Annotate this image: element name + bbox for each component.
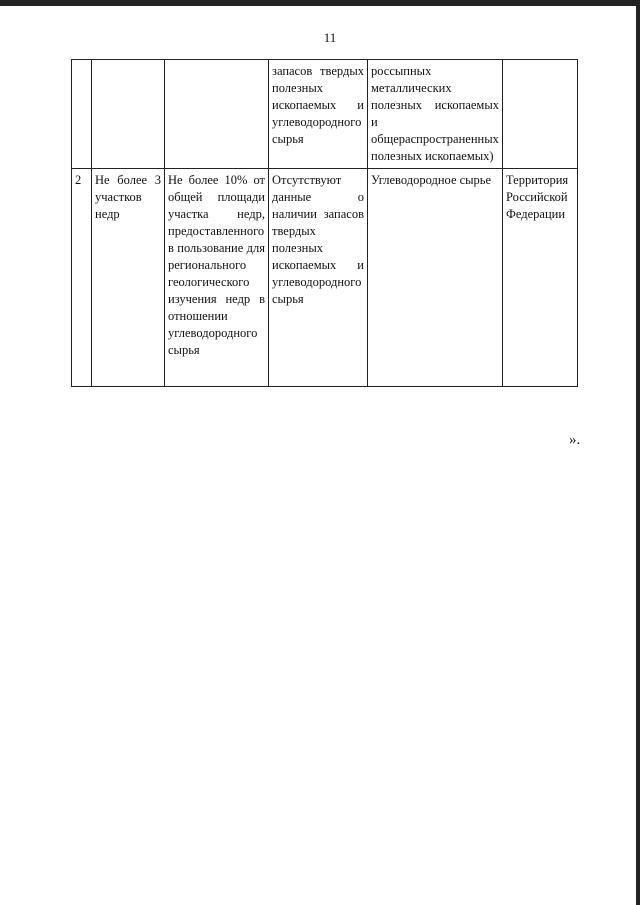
table-cell-territory [503,60,578,169]
table-cell-quantity [92,60,165,169]
table-cell-area: Не более 10% от общей площади участка недр, предоставленного в пользование для регионального геологического изучения недр в отношении углеводородного сырья [165,169,269,387]
page-number: 11 [323,30,337,45]
table-cell-reserves: Отсутствуют данные о наличии запасов твердых полезных ископаемых и углеводородного сырья [269,169,368,387]
table-cell-quantity: Не более 3 участков недр [92,169,165,387]
table-row [72,169,578,387]
table-cell-number [72,60,92,169]
scan-border-top [0,0,640,6]
table-cell-reserves: запасов твердых полезных ископаемых и углеводородного сырья [269,60,368,169]
table-cell-territory: Территория Российской Федерации [503,169,578,387]
table-cell-mineral-type: россыпных металлических полезных ископаемых и общераспространенных полезных ископаемых) [368,60,503,169]
document-table [71,59,578,387]
table-cell-mineral-type: Углеводородное сырье [368,169,503,387]
table-cell-area [165,60,269,169]
table-row [72,60,578,169]
closing-quote: ». [569,432,581,448]
scan-border-right [636,0,640,905]
table-cell-number: 2 [72,169,92,387]
